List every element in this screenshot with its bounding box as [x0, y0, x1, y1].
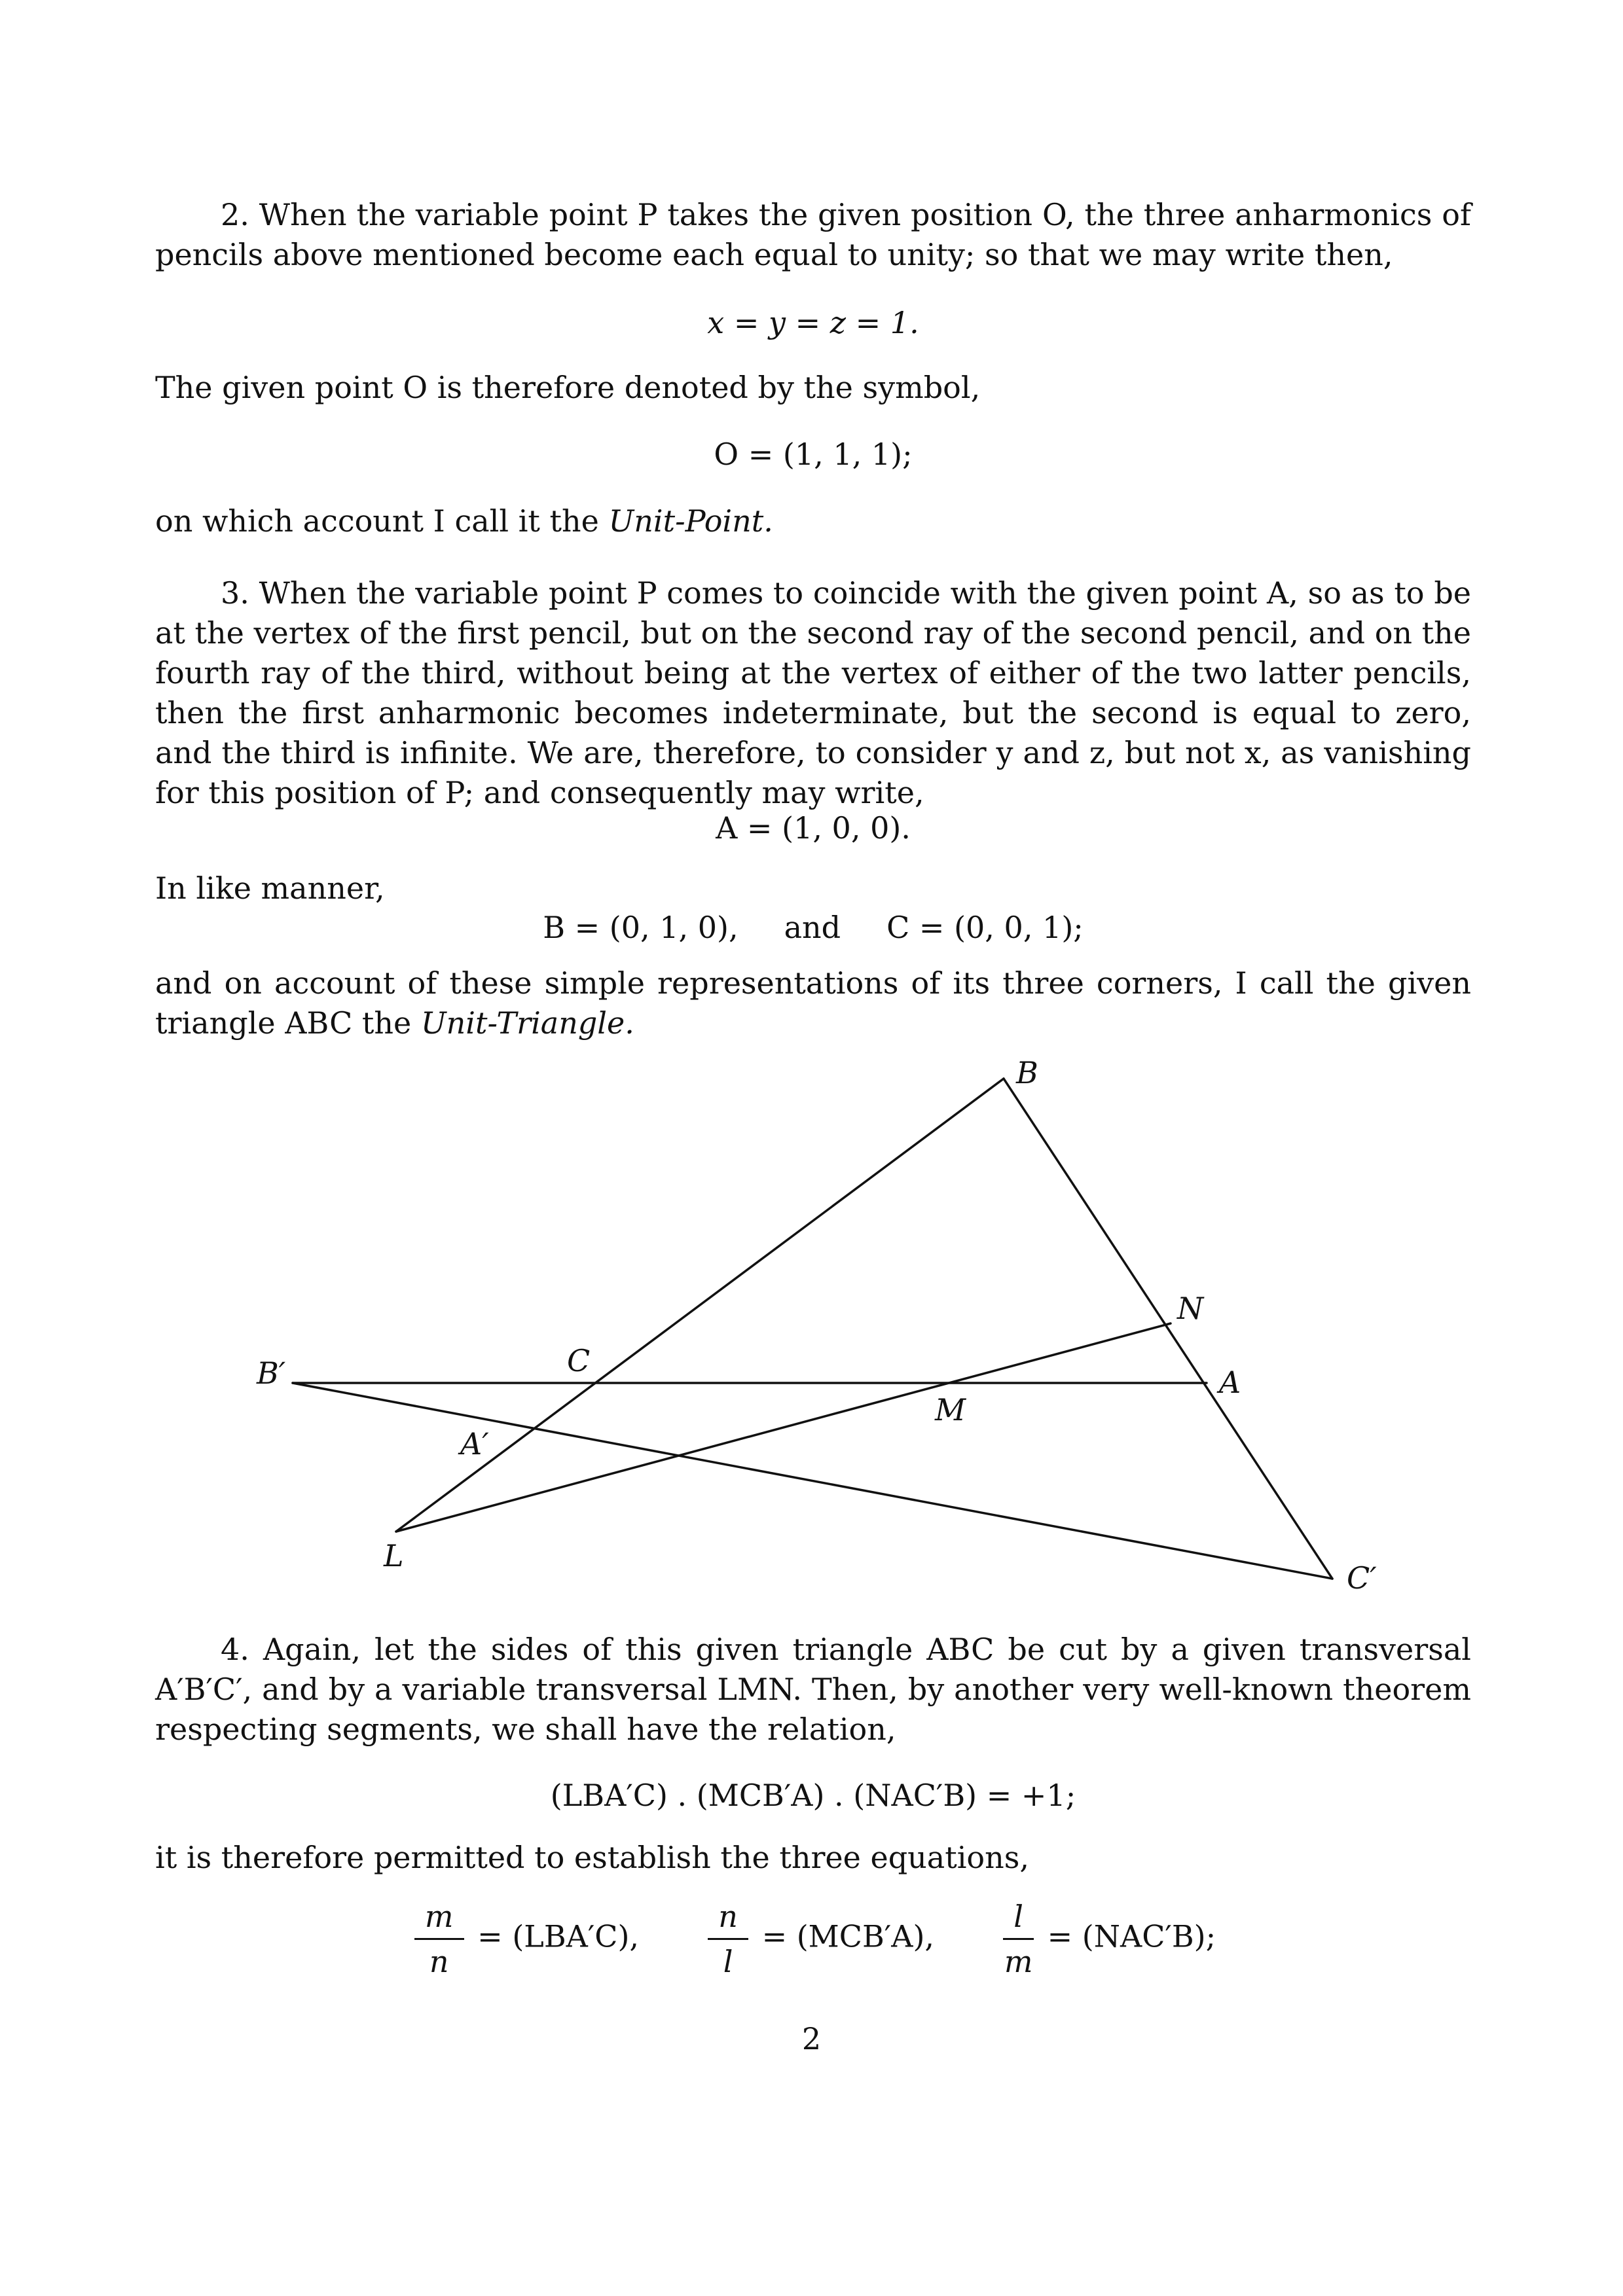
- sec3-paragraph-1: 3. When the variable point P comes to coincide with the given point A, so as to be at the vertex of the first pencil, but on the second ray of the second pencil, and on the fourth ray of the third, without being at the vertex of either of the two latter pencils, then the first anharmonic becomes indeterminate, but the second is equal to zero, and the third is infinite. We are, therefore, to consider y and z, but not x, as vanishing for this position of P; and consequently may write,: [155, 575, 1471, 810]
- sec2-equation-o: O = (1, 1, 1);: [714, 437, 913, 472]
- fraction-1-numerator: m: [414, 1901, 464, 1940]
- label-b-prime: B′: [257, 1355, 286, 1391]
- fraction-2-numerator: n: [708, 1901, 748, 1940]
- fraction-3-denominator: m: [1004, 1944, 1033, 1979]
- label-c-prime: C′: [1347, 1560, 1377, 1596]
- label-c: C: [567, 1343, 591, 1378]
- sec2-equation-xyz: x = y = z = 1.: [707, 305, 919, 340]
- fraction-3-rhs: = (NAC′B);: [1047, 1918, 1216, 1954]
- fraction-1-denominator: n: [429, 1944, 449, 1979]
- fraction-n-over-l: [708, 1901, 748, 1977]
- sec4-equation-relation: (LBA′C) . (MCB′A) . (NAC′B) = +1;: [550, 1778, 1076, 1813]
- equation-b: B = (0, 1, 0),: [543, 910, 739, 945]
- line-b-to-c-prime: [1004, 1079, 1332, 1579]
- line-l-to-b: [396, 1079, 1004, 1532]
- sec2-paragraph-3-text: on which account I call it the: [155, 503, 609, 539]
- page-number: 2: [801, 2021, 822, 2056]
- sec2-paragraph-2: The given point O is therefore denoted by the symbol,: [155, 370, 981, 405]
- fraction-l-over-m: [1003, 1901, 1034, 1977]
- label-l: L: [384, 1538, 404, 1573]
- fraction-m-over-n: [414, 1901, 464, 1977]
- sec4-fraction-equations: [155, 1901, 1471, 1977]
- line-b-prime-to-c-prime: [293, 1383, 1332, 1579]
- sec3-paragraph-3-text: and on account of these simple representations of its three corners, I call the given triangle ABC the: [155, 965, 1471, 1041]
- label-a-prime: A′: [460, 1426, 489, 1462]
- fraction-3-numerator: l: [1003, 1901, 1034, 1940]
- label-b: B: [1016, 1055, 1038, 1090]
- line-l-to-n: [396, 1323, 1171, 1532]
- unit-point-term: Unit-Point.: [608, 503, 773, 539]
- sec3-equation-a: A = (1, 0, 0).: [716, 810, 911, 846]
- sec3-paragraph-2: In like manner,: [155, 870, 385, 906]
- sec4-paragraph-1: 4. Again, let the sides of this given triangle ABC be cut by a given transversal A′B′C′, and by a variable transversal LMN. Then, by another very well-known theorem respecting segments, we shall have the relation,: [155, 1632, 1471, 1747]
- label-m: M: [935, 1392, 966, 1427]
- equation-c: C = (0, 0, 1);: [886, 910, 1084, 945]
- unit-triangle-term: Unit-Triangle.: [420, 1005, 634, 1041]
- label-n: N: [1177, 1291, 1204, 1326]
- fraction-1-rhs: = (LBA′C),: [477, 1918, 640, 1954]
- equation-and: and: [784, 910, 841, 945]
- fraction-2-denominator: l: [723, 1944, 733, 1979]
- sec2-paragraph-1: 2. When the variable point P takes the given position O, the three anharmonics of pencils above mentioned become each equal to unity; so that we may write then,: [155, 197, 1471, 272]
- sec4-paragraph-2: it is therefore permitted to establish the three equations,: [155, 1840, 1029, 1875]
- label-a: A: [1219, 1365, 1241, 1400]
- fraction-2-rhs: = (MCB′A),: [761, 1918, 935, 1954]
